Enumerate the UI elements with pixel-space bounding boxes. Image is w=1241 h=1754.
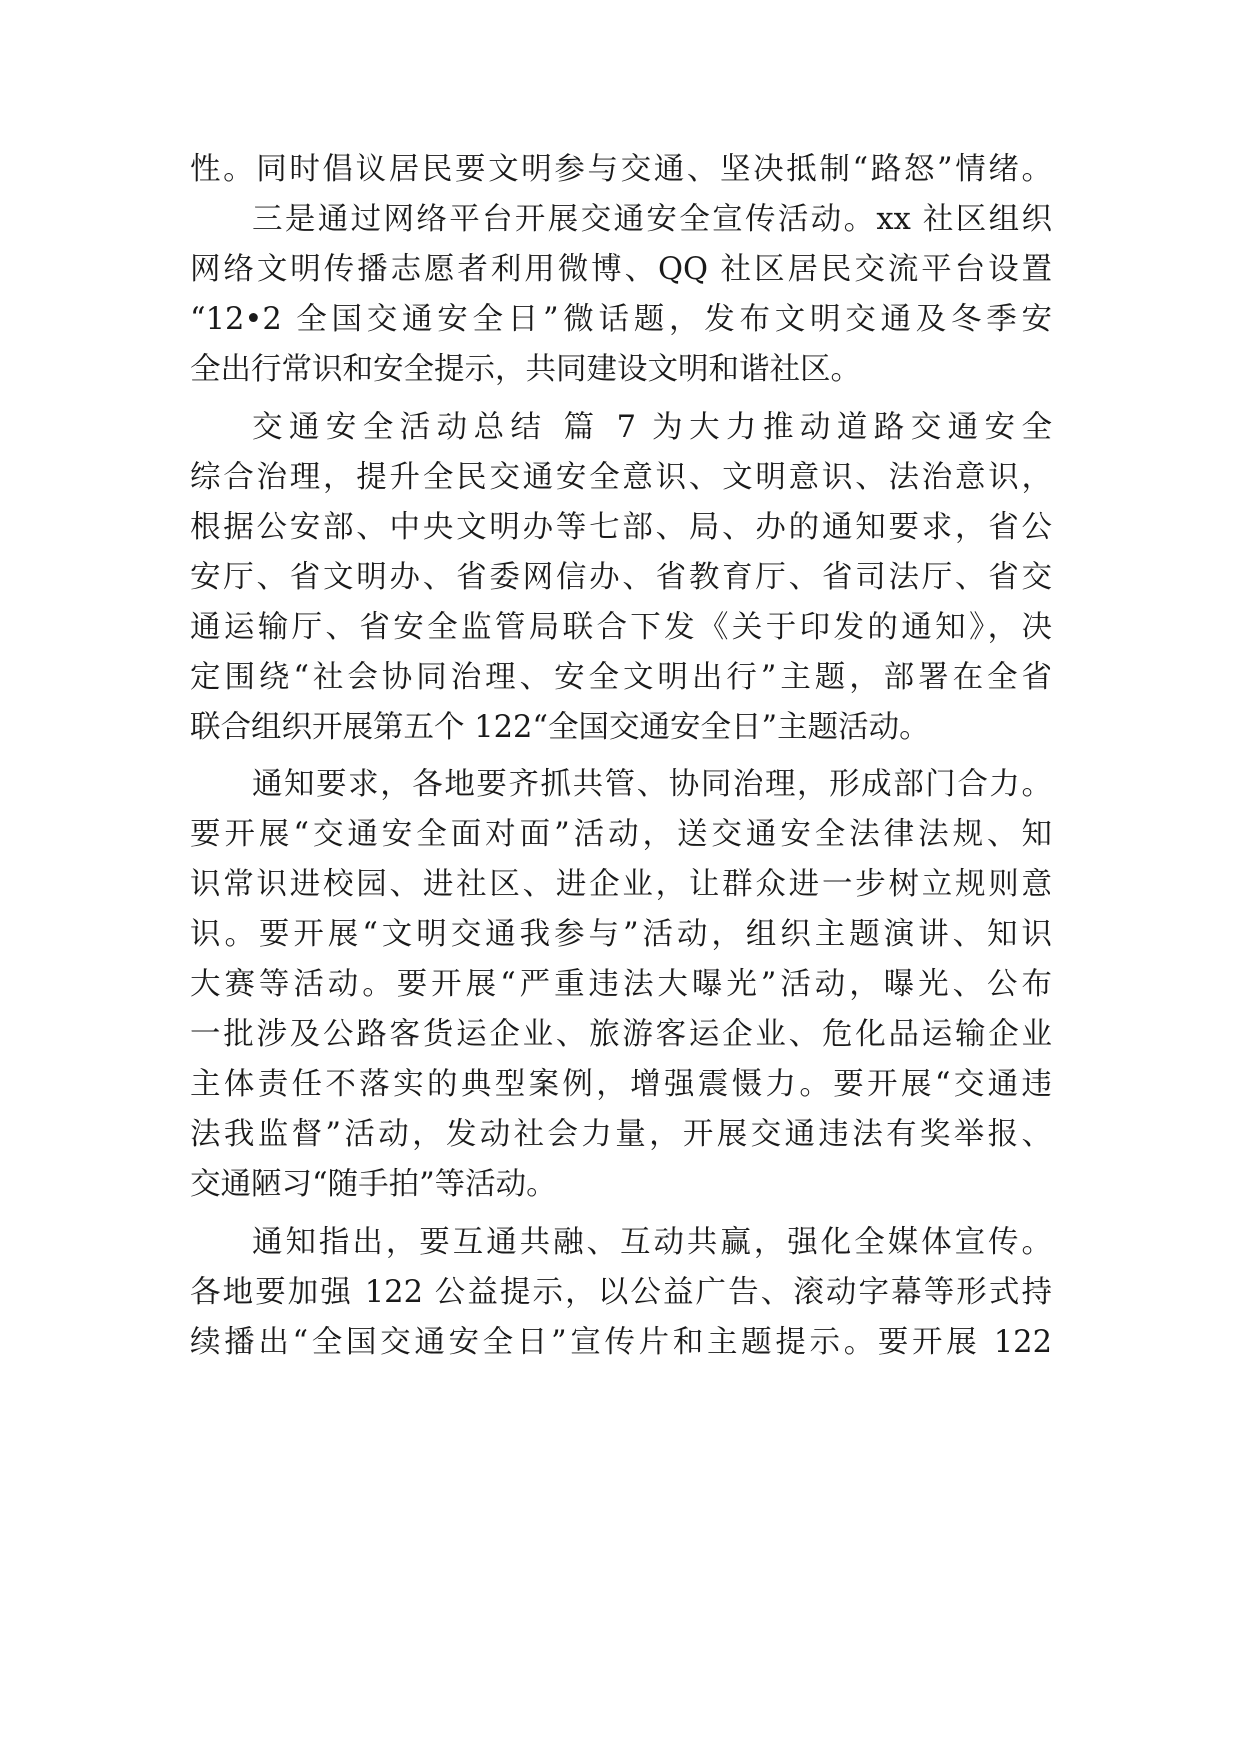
text-line: 识常识进校园、进社区、进企业，让群众进一步树立规则意 [190,867,1052,902]
text-line: 通知指出，要互通共融、互动共赢，强化全媒体宣传。 [252,1225,1052,1260]
text-line: 安厅、省文明办、省委网信办、省教育厅、省司法厅、省交 [190,560,1052,595]
text-line: 交通安全活动总结 篇 7 为大力推动道路交通安全 [252,410,1052,445]
text-line: 各地要加强 122 公益提示，以公益广告、滚动字幕等形式持 [190,1275,1052,1310]
text-line: 通运输厅、省安全监管局联合下发《关于印发的通知》，决 [190,610,1052,645]
text-line: 一批涉及公路客货运企业、旅游客运企业、危化品运输企业 [190,1017,1052,1052]
text-line: 根据公安部、中央文明办等七部、局、办的通知要求，省公 [190,510,1052,545]
text-line: 全出行常识和安全提示，共同建设文明和谐社区。 [190,352,861,387]
text-line: 定围绕“社会协同治理、安全文明出行”主题，部署在全省 [190,660,1052,695]
text-line: 续播出“全国交通安全日”宣传片和主题提示。要开展 122 [190,1325,1052,1360]
text-line: “12•2 全国交通安全日”微话题，发布文明交通及冬季安 [190,302,1052,337]
text-line: 三是通过网络平台开展交通安全宣传活动。xx 社区组织 [252,202,1052,237]
text-line: 大赛等活动。要开展“严重违法大曝光”活动，曝光、公布 [190,967,1052,1002]
text-line: 通知要求，各地要齐抓共管、协同治理，形成部门合力。 [252,767,1052,802]
text-line: 联合组织开展第五个 122“全国交通安全日”主题活动。 [190,710,930,745]
text-line: 识。要开展“文明交通我参与”活动，组织主题演讲、知识 [190,917,1052,952]
text-line: 法我监督”活动，发动社会力量，开展交通违法有奖举报、 [190,1117,1052,1152]
text-line: 交通陋习“随手拍”等活动。 [190,1167,557,1202]
text-line: 性。同时倡议居民要文明参与交通、坚决抵制“路怒”情绪。 [190,152,1052,187]
text-line: 网络文明传播志愿者利用微博、QQ 社区居民交流平台设置 [190,252,1052,287]
text-line: 要开展“交通安全面对面”活动，送交通安全法律法规、知 [190,817,1052,852]
text-line: 主体责任不落实的典型案例，增强震慑力。要开展“交通违 [190,1067,1052,1102]
text-line: 综合治理，提升全民交通安全意识、文明意识、法治意识， [190,460,1052,495]
